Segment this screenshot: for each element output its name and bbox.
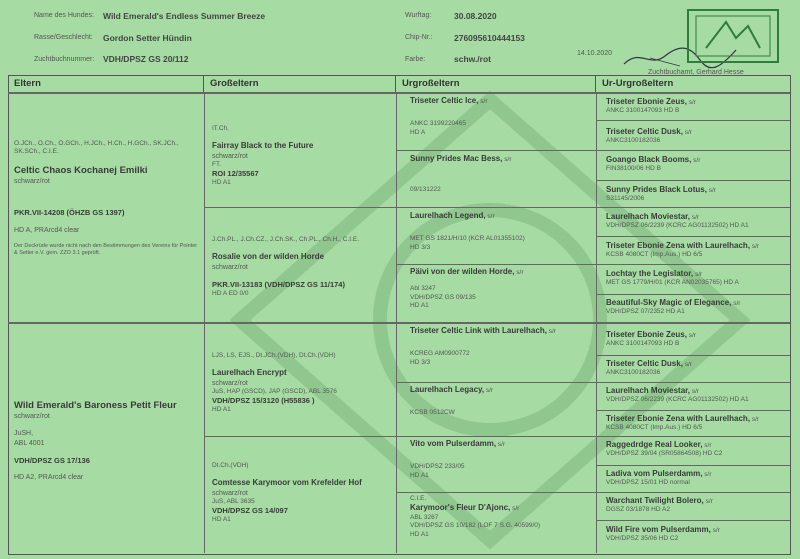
gggp15-reg: DGSZ 03/1878 HD A2 [606,506,670,514]
divider-v2 [396,92,397,553]
ggp-3 [410,211,594,263]
ggp8-sex: s/r [512,505,520,513]
dam-cell [14,400,200,550]
sire-titles: Ö.JCh., Ö.Ch., Ö.GCh., H.JCh., H.Ch., H.GCh., SK.JCh., SK.SCh., C.I.E. [14,140,179,156]
divider-ggg15 [596,520,790,521]
dam-name: Wild Emerald's Baroness Petit Fleur [14,400,177,411]
grandparent-1 [212,125,394,205]
gp1-health: HD A1 [212,179,231,187]
gggp11-reg: VDH/DPSZ 06/2239 (KCRC AG01132502) HD A1 [606,396,749,404]
col-eltern: Eltern [8,75,204,92]
ggp7-sex: s/r [497,441,506,448]
signature-caption: Zuchtbuchamt, Gerhard Hesse [648,69,744,76]
divider-ugp1 [396,150,790,151]
gggp15-name: Warchant Twilight Bolero, [606,496,704,505]
gp4-extra: JuS, ABL 3635 [212,497,255,505]
gggp7-sex: s/r [694,271,703,278]
gggp1-name: Triseter Ebonie Zeus, [606,97,687,106]
gggp6-reg: KCSB 4080CT (Imp.Aus.) HD 6/5 [606,251,703,259]
dam-color: schwarz/rot [14,413,50,421]
ggp8-health: HD A1 [410,530,429,538]
gp4-health: HD A1 [212,516,231,524]
official-stamp [686,8,780,64]
ggp2-reg: 09/131222 [410,186,441,194]
divider-ugp7 [396,492,790,493]
dam-reg: VDH/DPSZ GS 17/136 [14,455,90,465]
gggp6-name: Triseter Ebonie Zena with Laurelhach, [606,241,751,250]
gggp-4 [606,185,788,207]
gggp5-sex: s/r [691,214,700,221]
col-ururgrosseltern: Ur-Urgroßeltern [602,78,674,89]
gggp-14 [606,469,788,491]
ggp4-titles: Abl 3247 [410,285,436,293]
gp3-reg: VDH/DPSZ 15/3120 (H55836 ) [212,396,315,406]
ggp8-name: Karymoor's Fleur D'Ajonc, [410,503,511,513]
sire-color: schwarz/rot [14,178,50,186]
gggp8-name: Beautiful-Sky Magic of Elegance, [606,298,732,307]
ggp4-reg: VDH/DPSZ GS 09/135 [410,293,476,301]
sire-note: Der Deckrüde wurde nicht nach den Bestimmungen des Vereins für Pointer & Setter e.V. gem. ZZO 3.1 geprüft. [14,243,198,257]
gggp10-sex: s/r [684,361,692,368]
header-divider [8,92,790,94]
studbook-value: VDH/DPSZ GS 20/112 [103,54,189,64]
gggp10-name: Triseter Celtic Dusk, [606,359,683,368]
gp3-extra: JuS, HAP (GSCD), JAP (GSCD), ABL 3576 [212,387,337,395]
ggp2-sex: s/r [504,156,512,163]
chip-value: 276095610444153 [454,33,525,43]
gggp2-sex: s/r [684,129,692,136]
gp1-titles: IT.Ch. [212,125,229,132]
ggp7-name: Vito vom Pulserdamm, [410,439,497,448]
gggp7-name: Lochtay the Legislator, [606,269,694,278]
gggp11-name: Laurelhach Moviestar, [606,386,691,395]
gggp1-reg: ANKC 3100147093 HD B [606,107,680,115]
gp3-health: HD A1 [212,406,231,414]
gggp8-reg: VDH/DPSZ 07/2352 HD A1 [606,308,685,316]
sire-name: Celtic Chaos Kochanej Emilki [14,164,148,176]
gp4-color: schwarz/rot [212,489,248,497]
divider-v1 [204,92,205,553]
gp2-health: HD A ED 0/0 [212,289,249,297]
gggp16-reg: VDH/DPSZ 35/06 HD C2 [606,535,679,543]
divider-ggg5 [596,236,790,237]
gggp12-sex: s/r [751,416,760,423]
gggp15-sex: s/r [705,498,713,505]
gggp1-sex: s/r [688,99,696,106]
studbook-label: Zuchtbuchnummer: [34,56,95,63]
ggp-1 [410,96,594,148]
ggp4-health: HD A1 [410,302,429,310]
ggp2-name: Sunny Prides Mac Bess, [410,154,503,163]
ggp1-sex: s/r [480,98,488,105]
ggp8-titles: C.I.E. [410,495,427,502]
gggp3-reg: FIN38100/06 HD B [606,165,661,173]
chip-label: Chip-Nr.: [405,34,433,41]
gggp5-reg: VDH/DPSZ 06/2239 (KCRC AG01132502) HD A1 [606,222,749,230]
gggp11-sex: s/r [691,388,700,395]
gp4-name: Comtesse Karymoor vom Krefelder Hof [212,478,362,488]
ggp3-name: Laurelhach Legend, [410,211,486,220]
issue-date: 14.10.2020 [577,50,613,57]
gp4-reg: VDH/DPSZ GS 14/097 [212,506,288,516]
dob-value: 30.08.2020 [454,11,497,21]
gp1-extra: FT. [212,160,222,168]
gggp5-name: Laurelhach Moviestar, [606,212,691,221]
gggp12-reg: KCSB 4080CT (Imp.Aus.) HD 6/5 [606,424,703,432]
ggp8-reg: VDH/DPSZ GS 10/182 (LOF 7 S.G. 40599/0) [410,522,541,530]
gggp7-reg: MET GS 1779/H/01 (KCR AN02035765) HD A [606,279,739,287]
divider-ggg11 [596,410,790,411]
gp3-color: schwarz/rot [212,379,248,387]
ggp-2 [410,154,594,206]
sire-reg: PKR.VII-14208 (ÖHZB GS 1397) [14,208,125,218]
gp2-name: Rosalie von der wilden Horde [212,252,325,262]
sire-cell [14,140,200,320]
ggp-8 [410,495,594,552]
ggp7-reg: VDH/DPSZ 233/05 [410,463,465,471]
sire-dam-divider [8,322,790,324]
ggp-4 [410,267,594,321]
divider-gp3 [204,436,790,437]
gp3-name: Laurelhach Encrypt [212,368,287,378]
gggp14-reg: VDH/DPSZ 15/01 HD normal [606,479,690,487]
divider-v3 [596,92,597,553]
gp2-reg: PKR.VII-13183 (VDH/DPSZ GS 11/174) [212,279,345,289]
gggp-3 [606,155,788,177]
gggp13-reg: VDH/DPSZ 39/04 (SR05864508) HD C2 [606,450,723,458]
gggp-8 [606,298,788,320]
ggp4-sex: s/r [516,269,524,276]
gggp-15 [606,496,788,518]
gggp9-sex: s/r [688,332,696,339]
grandparent-3 [212,352,394,434]
gggp-13 [606,440,788,462]
dam-titles-1: JuSH, [14,430,34,438]
ggp6-reg: KCSB 0512CW [410,409,455,417]
ggp5-name: Triseter Celtic Link with Laurelhach, [410,326,547,335]
dam-health: HD A2, PRArcd4 clear [14,474,84,482]
ggp-5 [410,326,594,380]
dob-label: Wurftag: [405,12,432,19]
gggp-6 [606,241,788,263]
ggp3-health: HD 3/3 [410,243,431,251]
ggp1-health: HD A [410,128,426,136]
gp2-color: schwarz/rot [212,263,248,271]
gggp-10 [606,359,788,381]
gggp3-name: Goango Black Booms, [606,155,692,164]
gggp10-reg: ANKC3100182036 [606,369,661,377]
divider-ugp5 [396,382,790,383]
ggp3-sex: s/r [487,213,495,220]
gggp4-name: Sunny Prides Black Lotus, [606,185,707,194]
gggp14-name: Ladiva vom Pulserdamm, [606,469,703,478]
gggp9-reg: ANKC 3100147093 HD B [606,340,680,348]
gp1-reg: ROI 12/35567 [212,169,259,179]
gggp13-sex: s/r [704,442,712,449]
gp4-titles: Dt.Ch.(VDH) [212,462,249,469]
divider-ggg13 [596,465,790,466]
divider-ugp3 [396,264,790,265]
grandparent-4 [212,462,394,550]
gggp14-sex: s/r [704,471,712,478]
ggp5-reg: KCREG AM0900772 [410,350,470,358]
gggp9-name: Triseter Ebonie Zeus, [606,330,687,339]
gggp-9 [606,330,788,352]
ggp6-name: Laurelhach Legacy, [410,385,485,394]
gggp-12 [606,414,788,436]
dam-titles-2: ABL 4001 [14,439,45,447]
gp2-titles: J.Ch.PL., J.Ch.CZ., J.Ch.SK., Ch.PL., Ch.H., C.I.E. [212,236,360,243]
ggp6-sex: s/r [485,387,494,394]
gggp3-sex: s/r [693,157,701,164]
ggp4-name: Päivi von der wilden Horde, [410,267,515,276]
divider-gp1 [204,207,790,208]
divider-ggg1 [596,120,790,121]
gggp-2 [606,127,788,149]
ggp1-name: Triseter Celtic Ice, [410,96,479,105]
sire-health: HD A, PRArcd4 clear [14,227,80,235]
breed-label: Rasse/Geschlecht: [34,34,93,41]
ggp-6 [410,385,594,433]
gp1-color: schwarz/rot [212,152,248,160]
divider-ggg7 [596,294,790,295]
gggp-5 [606,212,788,234]
ggp3-reg: MET GS 1821/H/10 (KCR AL01355102) [410,235,525,243]
breed-value: Gordon Setter Hündin [103,33,192,43]
gggp8-sex: s/r [733,300,741,307]
gggp6-sex: s/r [751,243,760,250]
gggp4-sex: s/r [708,187,716,194]
name-label: Name des Hundes: [34,12,94,19]
gggp-11 [606,386,788,408]
gggp16-sex: s/r [712,527,720,534]
ggp8-extra: ABL 3267 [410,513,439,521]
gp3-titles: LJS, LS, EJS., Dt.JCh.(VDH), Dt.Ch.(VDH) [212,352,336,359]
gggp-7 [606,269,788,291]
dog-name: Wild Emerald's Endless Summer Breeze [103,11,266,21]
divider-ggg9 [596,355,790,356]
ggp5-health: HD 3/3 [410,358,431,366]
gggp-1 [606,97,788,119]
ggp5-sex: s/r [548,328,556,335]
color-value: schw./rot [454,54,491,64]
col-urgrosseltern: Urgroßeltern [396,75,596,92]
gggp2-name: Triseter Celtic Dusk, [606,127,683,136]
divider-ggg3 [596,180,790,181]
gggp12-name: Triseter Ebonie Zena with Laurelhach, [606,414,751,423]
gggp-16 [606,525,788,551]
grandparent-2 [212,236,394,320]
gggp4-reg: S31145/2006 [606,195,645,203]
gggp16-name: Wild Fire vom Pulserdamm, [606,525,711,534]
gggp2-reg: ANKC3100182036 [606,137,661,145]
ggp7-health: HD A1 [410,471,429,479]
color-label: Farbe: [405,56,426,63]
col-grosseltern: Großeltern [204,75,396,92]
ggp-7 [410,439,594,491]
gp1-name: Fairray Black to the Future [212,141,314,151]
ggp1-reg: ANKC 3199220465 [410,120,467,128]
gggp13-name: Raggedrdge Real Looker, [606,440,703,449]
